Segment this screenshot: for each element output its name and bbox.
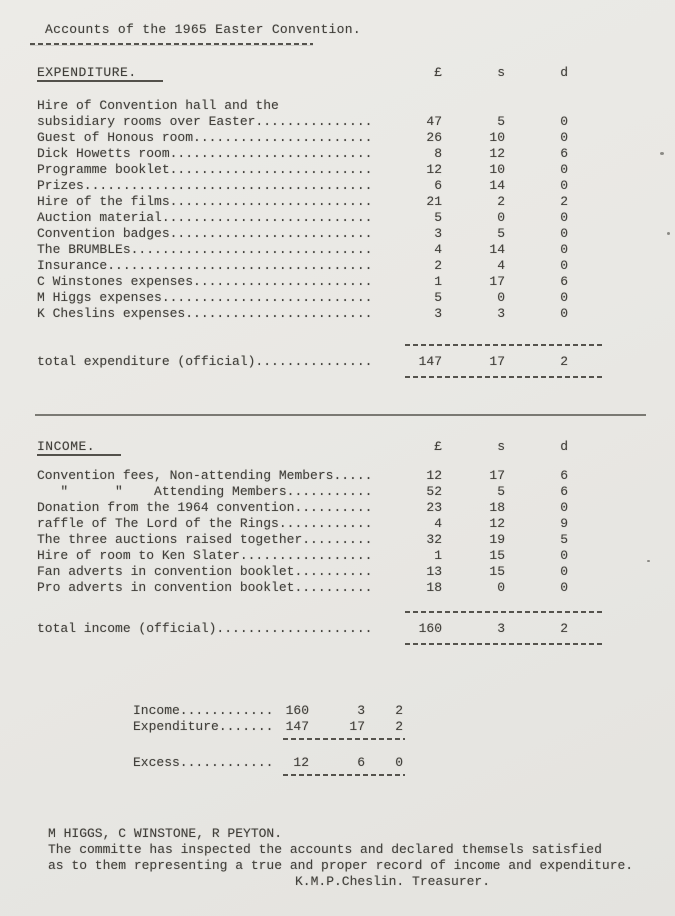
summary-pence-value: 2 bbox=[395, 719, 403, 734]
row-pounds-value: 23 bbox=[426, 500, 442, 515]
row-pence-value: 0 bbox=[560, 258, 568, 273]
income-heading-cell bbox=[37, 439, 382, 455]
row-shillings-value: 5 bbox=[497, 484, 505, 499]
row-label: Prizes..................................... bbox=[37, 178, 373, 193]
row-label: M Higgs expenses........................... bbox=[37, 290, 373, 305]
row-pounds-value: 4 bbox=[434, 242, 442, 257]
row-shillings-value: 0 bbox=[497, 290, 505, 305]
row-pounds-value: 5 bbox=[434, 290, 442, 305]
row-pounds-value: 32 bbox=[426, 532, 442, 547]
row-shillings-value: 0 bbox=[497, 210, 505, 225]
row-shillings-value: 10 bbox=[489, 130, 505, 145]
row-pence-value: 0 bbox=[560, 242, 568, 257]
row-shillings-value: 17 bbox=[489, 468, 505, 483]
paper-speck bbox=[647, 560, 650, 562]
row-pence-value: 0 bbox=[560, 500, 568, 515]
statement-line-2: as to them representing a true and proper record of income and expenditure. bbox=[48, 858, 634, 873]
row-label: The three auctions raised together......... bbox=[37, 532, 373, 547]
excess-row bbox=[133, 755, 675, 771]
row-pence-value: 0 bbox=[560, 580, 568, 595]
row-pence-value: 6 bbox=[560, 468, 568, 483]
row-pence-value: 0 bbox=[560, 178, 568, 193]
expenditure-total-rule-top bbox=[405, 344, 604, 346]
expenditure-table-row bbox=[37, 226, 675, 242]
income-table-row bbox=[37, 564, 675, 580]
row-pounds-value: 2 bbox=[434, 258, 442, 273]
expenditure-total-rule-bottom bbox=[405, 376, 604, 378]
row-label: raffle of The Lord of the Rings............ bbox=[37, 516, 373, 531]
summary-rule-bottom bbox=[283, 774, 405, 776]
income-total-label: total income (official).................... bbox=[37, 621, 373, 636]
excess-label: Excess............ bbox=[133, 755, 274, 770]
row-shillings-value: 4 bbox=[497, 258, 505, 273]
income-table-row bbox=[37, 468, 675, 484]
summary-row bbox=[133, 719, 675, 735]
row-shillings-value: 17 bbox=[489, 274, 505, 289]
row-label: Auction material........................... bbox=[37, 210, 373, 225]
row-label: C Winstones expenses....................... bbox=[37, 274, 373, 289]
row-pounds-value: 5 bbox=[434, 210, 442, 225]
row-pence-value: 9 bbox=[560, 516, 568, 531]
income-heading: INCOME. bbox=[37, 439, 121, 456]
treasurer-signature: K.M.P.Cheslin. Treasurer. bbox=[295, 874, 491, 889]
income-total-row bbox=[37, 621, 675, 637]
pounds-column-header: £ bbox=[434, 439, 442, 454]
expenditure-total-row bbox=[37, 354, 675, 370]
row-label: The BRUMBLEs............................... bbox=[37, 242, 373, 257]
statement-line-1: The committe has inspected the accounts and declared themsels satisfied bbox=[48, 842, 602, 857]
row-pence-value: 0 bbox=[560, 130, 568, 145]
row-label: Fan adverts in convention booklet.......... bbox=[37, 564, 373, 579]
income-total-pounds: 160 bbox=[418, 621, 442, 636]
row-pence-value: 0 bbox=[560, 162, 568, 177]
title-underline-rule bbox=[30, 43, 313, 45]
row-pounds-value: 52 bbox=[426, 484, 442, 499]
income-total-rule-top bbox=[405, 611, 604, 613]
row-pence-value: 5 bbox=[560, 532, 568, 547]
row-pence-value: 6 bbox=[560, 484, 568, 499]
summary-pounds-value: 160 bbox=[285, 703, 309, 718]
row-pounds-value: 1 bbox=[434, 274, 442, 289]
row-label: Pro adverts in convention booklet.......... bbox=[37, 580, 373, 595]
expenditure-total-label: total expenditure (official)............... bbox=[37, 354, 373, 369]
income-table-row bbox=[37, 516, 675, 532]
page-title: Accounts of the 1965 Easter Convention. bbox=[45, 22, 361, 37]
row-pounds-value: 13 bbox=[426, 564, 442, 579]
row-label: Hire of the films.......................... bbox=[37, 194, 373, 209]
shillings-column-header: s bbox=[497, 65, 505, 80]
row-pence-value: 6 bbox=[560, 274, 568, 289]
income-table-row bbox=[37, 500, 675, 516]
paper-speck bbox=[667, 232, 670, 235]
row-pounds-value: 4 bbox=[434, 516, 442, 531]
income-total-shillings: 3 bbox=[497, 621, 505, 636]
row-label: " " Attending Members........... bbox=[37, 484, 373, 499]
pounds-column-header: £ bbox=[434, 65, 442, 80]
excess-pounds-value: 12 bbox=[293, 755, 309, 770]
row-shillings-value bbox=[442, 98, 505, 114]
row-pounds-value: 21 bbox=[426, 194, 442, 209]
expenditure-total-pounds: 147 bbox=[418, 354, 442, 369]
income-table-row bbox=[37, 548, 675, 564]
row-pence-value: 0 bbox=[560, 306, 568, 321]
expenditure-table-row bbox=[37, 242, 675, 258]
row-pounds-value: 47 bbox=[426, 114, 442, 129]
income-header-row bbox=[37, 439, 675, 455]
row-label: Convention badges.......................... bbox=[37, 226, 373, 241]
row-pounds-value: 18 bbox=[426, 580, 442, 595]
row-pence-value: 0 bbox=[560, 114, 568, 129]
row-pounds-value: 12 bbox=[426, 162, 442, 177]
row-shillings-value: 15 bbox=[489, 564, 505, 579]
row-shillings-value: 3 bbox=[497, 306, 505, 321]
row-shillings-value: 14 bbox=[489, 178, 505, 193]
summary-pounds-value: 147 bbox=[285, 719, 309, 734]
summary-rows bbox=[133, 703, 675, 735]
summary-shillings-value: 17 bbox=[349, 719, 365, 734]
excess-pence-value: 0 bbox=[395, 755, 403, 770]
expenditure-total-shillings: 17 bbox=[489, 354, 505, 369]
expenditure-table-row bbox=[37, 146, 675, 162]
row-pounds-value: 8 bbox=[434, 146, 442, 161]
expenditure-table-row bbox=[37, 98, 675, 114]
row-label: Donation from the 1964 convention.......... bbox=[37, 500, 373, 515]
summary-pence-value: 2 bbox=[395, 703, 403, 718]
expenditure-table-row bbox=[37, 162, 675, 178]
income-total-rule-bottom bbox=[405, 643, 604, 645]
row-pence-value: 0 bbox=[560, 290, 568, 305]
expenditure-table-row bbox=[37, 258, 675, 274]
expenditure-heading-cell bbox=[37, 65, 382, 81]
shillings-column-header: s bbox=[497, 439, 505, 454]
summary-row-label: Income............ bbox=[133, 703, 274, 718]
income-total-pence: 2 bbox=[560, 621, 568, 636]
row-label: Insurance.................................. bbox=[37, 258, 373, 273]
expenditure-heading: EXPENDITURE. bbox=[37, 65, 163, 82]
expenditure-table-row bbox=[37, 306, 675, 322]
row-shillings-value: 5 bbox=[497, 226, 505, 241]
row-shillings-value: 5 bbox=[497, 114, 505, 129]
row-label: K Cheslins expenses........................ bbox=[37, 306, 373, 321]
row-pence-value: 0 bbox=[560, 226, 568, 241]
row-shillings-value: 15 bbox=[489, 548, 505, 563]
row-pounds-value: 6 bbox=[434, 178, 442, 193]
row-shillings-value: 12 bbox=[489, 146, 505, 161]
row-pence-value: 0 bbox=[560, 548, 568, 563]
row-label: subsidiary rooms over Easter............... bbox=[37, 114, 373, 129]
expenditure-total-pence: 2 bbox=[560, 354, 568, 369]
summary-shillings-value: 3 bbox=[357, 703, 365, 718]
row-shillings-value: 2 bbox=[497, 194, 505, 209]
row-pence-value bbox=[505, 98, 568, 114]
footer-block bbox=[48, 826, 675, 890]
row-label: Guest of Honous room....................... bbox=[37, 130, 373, 145]
row-shillings-value: 19 bbox=[489, 532, 505, 547]
expenditure-rows bbox=[37, 98, 675, 322]
row-shillings-value: 0 bbox=[497, 580, 505, 595]
expenditure-table-row bbox=[37, 178, 675, 194]
pence-column-header: d bbox=[560, 65, 568, 80]
expenditure-table-row bbox=[37, 290, 675, 306]
expenditure-table-row bbox=[37, 274, 675, 290]
row-pence-value: 6 bbox=[560, 146, 568, 161]
row-pence-value: 2 bbox=[560, 194, 568, 209]
row-pounds-value: 1 bbox=[434, 548, 442, 563]
income-table-row bbox=[37, 532, 675, 548]
expenditure-table-row bbox=[37, 114, 675, 130]
income-table-row bbox=[37, 484, 675, 500]
row-label: Convention fees, Non-attending Members..... bbox=[37, 468, 373, 483]
row-shillings-value: 18 bbox=[489, 500, 505, 515]
row-pounds-value: 3 bbox=[434, 226, 442, 241]
summary-row-label: Expenditure....... bbox=[133, 719, 274, 734]
expenditure-header-row bbox=[37, 65, 675, 81]
committee-names: M HIGGS, C WINSTONE, R PEYTON. bbox=[48, 826, 283, 841]
expenditure-table-row bbox=[37, 210, 675, 226]
section-separator-rule bbox=[35, 414, 646, 416]
row-pounds-value: 3 bbox=[434, 306, 442, 321]
summary-row bbox=[133, 703, 675, 719]
pence-column-header: d bbox=[560, 439, 568, 454]
row-pounds-value bbox=[382, 98, 442, 114]
row-shillings-value: 10 bbox=[489, 162, 505, 177]
income-table-row bbox=[37, 580, 675, 596]
row-shillings-value: 14 bbox=[489, 242, 505, 257]
row-shillings-value: 12 bbox=[489, 516, 505, 531]
row-label: Programme booklet.......................... bbox=[37, 162, 373, 177]
summary-rule-top bbox=[283, 738, 405, 740]
expenditure-table-row bbox=[37, 194, 675, 210]
row-pounds-value: 26 bbox=[426, 130, 442, 145]
row-pounds-value: 12 bbox=[426, 468, 442, 483]
expenditure-table-row bbox=[37, 130, 675, 146]
row-pence-value: 0 bbox=[560, 210, 568, 225]
row-label: Dick Howetts room.......................... bbox=[37, 146, 373, 161]
income-rows bbox=[37, 468, 675, 596]
excess-shillings-value: 6 bbox=[357, 755, 365, 770]
row-label: Hire of room to Ken Slater................. bbox=[37, 548, 373, 563]
row-pence-value: 0 bbox=[560, 564, 568, 579]
summary-block bbox=[133, 703, 675, 776]
paper-speck bbox=[660, 152, 664, 155]
row-label: Hire of Convention hall and the bbox=[37, 98, 279, 113]
